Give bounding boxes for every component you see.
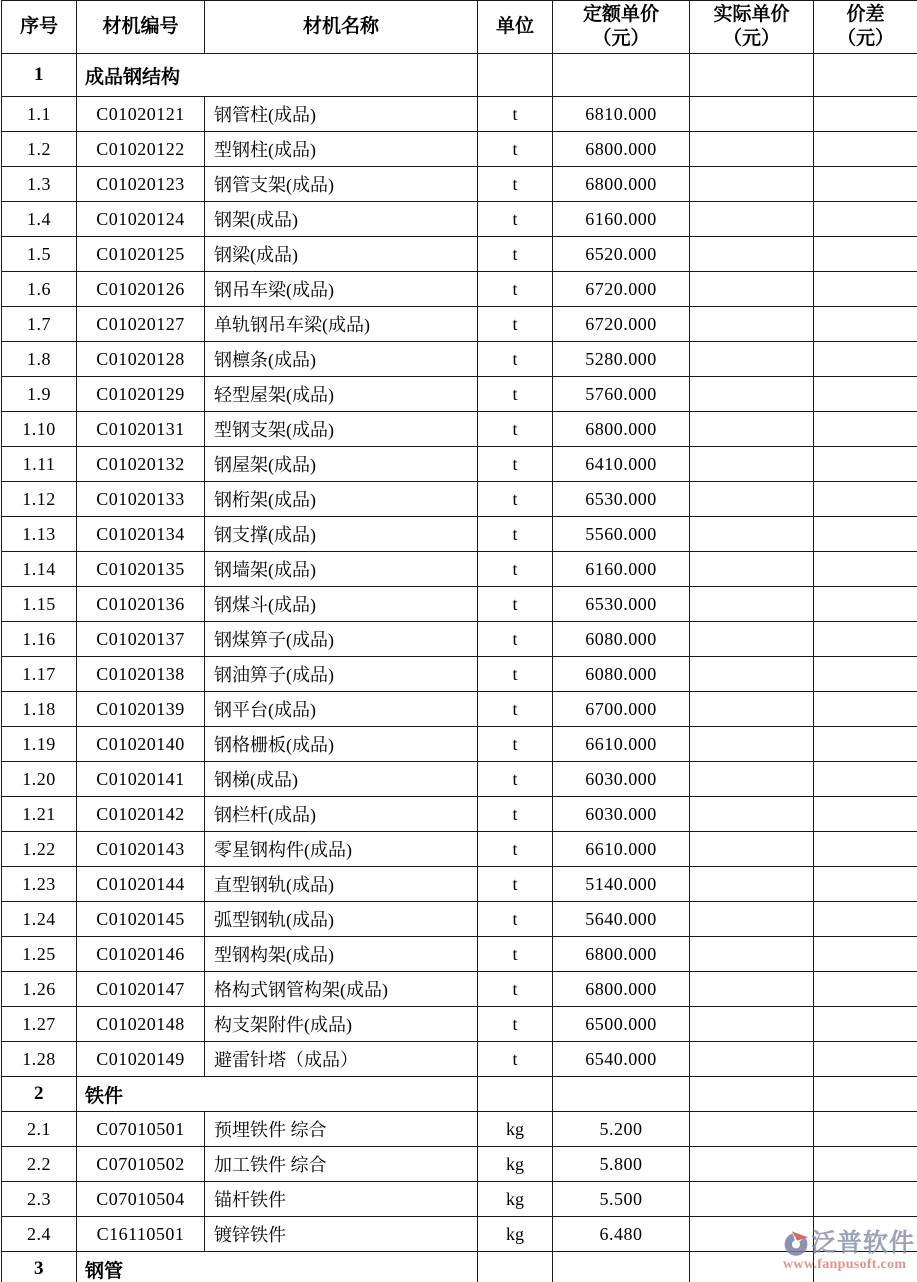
code-cell: C01020122 [77, 132, 205, 167]
actual-price-cell [690, 202, 814, 237]
header-actual-price-line1: 实际单价 [713, 4, 790, 26]
table-body [2, 54, 917, 1282]
actual-price-cell [690, 727, 814, 762]
seq-cell: 1.1 [2, 97, 77, 132]
price-diff-cell [814, 167, 917, 202]
code-cell: C01020142 [77, 797, 205, 832]
seq-cell: 1.22 [2, 832, 77, 867]
price-diff-cell [814, 867, 917, 902]
name-cell: 构支架附件(成品) [205, 1007, 478, 1042]
price-diff-cell [814, 1252, 917, 1282]
price-diff-cell [814, 1182, 917, 1217]
quota-price-cell: 5560.000 [553, 517, 690, 552]
actual-price-cell [690, 587, 814, 622]
table-row [2, 552, 917, 587]
seq-cell: 1.24 [2, 902, 77, 937]
section-seq-cell: 3 [2, 1252, 77, 1282]
actual-price-cell [690, 132, 814, 167]
code-cell: C01020121 [77, 97, 205, 132]
unit-cell: t [478, 692, 553, 727]
actual-price-cell [690, 517, 814, 552]
quota-price-cell: 5.200 [553, 1112, 690, 1147]
price-diff-cell [814, 342, 917, 377]
table-row [2, 832, 917, 867]
watermark-url-text: www.fanpusoft.com [783, 1257, 907, 1272]
price-diff-cell [814, 552, 917, 587]
price-diff-cell [814, 587, 917, 622]
unit-cell: t [478, 937, 553, 972]
code-cell: C01020123 [77, 167, 205, 202]
price-diff-cell [814, 762, 917, 797]
name-cell: 型钢支架(成品) [205, 412, 478, 447]
price-diff-cell [814, 202, 917, 237]
code-cell: C07010501 [77, 1112, 205, 1147]
table-row [2, 727, 917, 762]
unit-cell: t [478, 1007, 553, 1042]
seq-cell: 1.25 [2, 937, 77, 972]
section-row [2, 1077, 917, 1112]
name-cell: 钢油箅子(成品) [205, 657, 478, 692]
table-row [2, 482, 917, 517]
name-cell: 钢桁架(成品) [205, 482, 478, 517]
table-row [2, 797, 917, 832]
quota-price-cell: 6080.000 [553, 622, 690, 657]
unit-cell: t [478, 797, 553, 832]
unit-cell: t [478, 762, 553, 797]
seq-cell: 2.4 [2, 1217, 77, 1252]
table-row [2, 377, 917, 412]
table-row [2, 132, 917, 167]
price-diff-cell [814, 97, 917, 132]
quota-price-cell: 6500.000 [553, 1007, 690, 1042]
actual-price-cell [690, 1147, 814, 1182]
actual-price-cell [690, 797, 814, 832]
seq-cell: 1.12 [2, 482, 77, 517]
actual-price-cell [690, 1042, 814, 1077]
table-row [2, 1182, 917, 1217]
name-cell: 预埋铁件 综合 [205, 1112, 478, 1147]
unit-cell: t [478, 307, 553, 342]
quota-price-cell: 6160.000 [553, 552, 690, 587]
quota-price-cell: 5.500 [553, 1182, 690, 1217]
actual-price-cell [690, 762, 814, 797]
quota-price-cell: 6800.000 [553, 937, 690, 972]
code-cell: C01020135 [77, 552, 205, 587]
actual-price-cell [690, 167, 814, 202]
seq-cell: 1.11 [2, 447, 77, 482]
actual-price-cell [690, 1112, 814, 1147]
section-title-cell: 成品钢结构 [77, 54, 478, 97]
price-diff-cell [814, 937, 917, 972]
unit-cell: t [478, 97, 553, 132]
unit-cell: kg [478, 1112, 553, 1147]
seq-cell: 1.28 [2, 1042, 77, 1077]
code-cell: C07010502 [77, 1147, 205, 1182]
actual-price-cell [690, 902, 814, 937]
name-cell: 钢墙架(成品) [205, 552, 478, 587]
table-row [2, 1217, 917, 1252]
actual-price-cell [690, 54, 814, 97]
header-price-diff-line2: （元） [836, 28, 894, 49]
table-row [2, 622, 917, 657]
actual-price-cell [690, 692, 814, 727]
section-title-cell: 铁件 [77, 1077, 478, 1112]
actual-price-cell [690, 1077, 814, 1112]
seq-cell: 1.9 [2, 377, 77, 412]
seq-cell: 2.1 [2, 1112, 77, 1147]
quota-price-cell [553, 1252, 690, 1282]
quota-price-cell: 6.480 [553, 1217, 690, 1252]
name-cell: 镀锌铁件 [205, 1217, 478, 1252]
quota-price-cell: 6530.000 [553, 482, 690, 517]
unit-cell: t [478, 482, 553, 517]
actual-price-cell [690, 1182, 814, 1217]
price-diff-cell [814, 482, 917, 517]
code-cell: C01020139 [77, 692, 205, 727]
actual-price-cell [690, 447, 814, 482]
quota-price-cell: 6800.000 [553, 167, 690, 202]
seq-cell: 1.4 [2, 202, 77, 237]
seq-cell: 1.6 [2, 272, 77, 307]
name-cell: 钢吊车梁(成品) [205, 272, 478, 307]
header-row [2, 1, 917, 54]
header-code: 材机编号 [77, 1, 205, 54]
seq-cell: 1.18 [2, 692, 77, 727]
price-diff-cell [814, 377, 917, 412]
quota-price-cell: 6800.000 [553, 412, 690, 447]
seq-cell: 1.27 [2, 1007, 77, 1042]
name-cell: 轻型屋架(成品) [205, 377, 478, 412]
code-cell: C01020134 [77, 517, 205, 552]
price-diff-cell [814, 832, 917, 867]
code-cell: C01020146 [77, 937, 205, 972]
quota-price-cell: 5640.000 [553, 902, 690, 937]
code-cell: C07010504 [77, 1182, 205, 1217]
name-cell: 钢煤斗(成品) [205, 587, 478, 622]
table-row [2, 587, 917, 622]
seq-cell: 1.7 [2, 307, 77, 342]
unit-cell: t [478, 412, 553, 447]
actual-price-cell [690, 482, 814, 517]
actual-price-cell [690, 1007, 814, 1042]
code-cell: C01020128 [77, 342, 205, 377]
unit-cell: t [478, 972, 553, 1007]
table-header [2, 1, 917, 54]
code-cell: C01020129 [77, 377, 205, 412]
price-diff-cell [814, 54, 917, 97]
unit-cell: t [478, 377, 553, 412]
code-cell: C01020124 [77, 202, 205, 237]
table-row [2, 937, 917, 972]
code-cell: C16110501 [77, 1217, 205, 1252]
quota-price-cell: 5280.000 [553, 342, 690, 377]
code-cell: C01020143 [77, 832, 205, 867]
header-unit: 单位 [478, 1, 553, 54]
quota-price-cell [553, 1077, 690, 1112]
header-price-diff [814, 1, 917, 54]
seq-cell: 1.23 [2, 867, 77, 902]
unit-cell: t [478, 657, 553, 692]
section-title-cell: 钢管 [77, 1252, 478, 1282]
code-cell: C01020140 [77, 727, 205, 762]
name-cell: 钢管支架(成品) [205, 167, 478, 202]
seq-cell: 2.3 [2, 1182, 77, 1217]
header-quota-price [553, 1, 690, 54]
quota-price-cell: 6530.000 [553, 587, 690, 622]
price-diff-cell [814, 272, 917, 307]
actual-price-cell [690, 657, 814, 692]
table-row [2, 167, 917, 202]
actual-price-cell [690, 867, 814, 902]
table-row [2, 412, 917, 447]
name-cell: 加工铁件 综合 [205, 1147, 478, 1182]
watermark-brand-text: 泛普软件 [811, 1230, 916, 1257]
unit-cell [478, 1252, 553, 1282]
quota-price-cell: 5760.000 [553, 377, 690, 412]
unit-cell: t [478, 832, 553, 867]
quota-price-cell: 6810.000 [553, 97, 690, 132]
actual-price-cell [690, 832, 814, 867]
price-diff-cell [814, 307, 917, 342]
actual-price-cell [690, 622, 814, 657]
unit-cell: t [478, 867, 553, 902]
price-diff-cell [814, 517, 917, 552]
code-cell: C01020145 [77, 902, 205, 937]
table-row [2, 272, 917, 307]
unit-cell: t [478, 902, 553, 937]
code-cell: C01020148 [77, 1007, 205, 1042]
code-cell: C01020141 [77, 762, 205, 797]
seq-cell: 1.21 [2, 797, 77, 832]
seq-cell: 1.17 [2, 657, 77, 692]
name-cell: 钢梁(成品) [205, 237, 478, 272]
unit-cell: t [478, 202, 553, 237]
code-cell: C01020133 [77, 482, 205, 517]
quota-price-cell: 6700.000 [553, 692, 690, 727]
unit-cell: t [478, 727, 553, 762]
seq-cell: 1.19 [2, 727, 77, 762]
seq-cell: 1.15 [2, 587, 77, 622]
unit-cell [478, 1077, 553, 1112]
table-row [2, 447, 917, 482]
quota-price-cell: 6520.000 [553, 237, 690, 272]
table-row [2, 762, 917, 797]
seq-cell: 1.2 [2, 132, 77, 167]
seq-cell: 1.3 [2, 167, 77, 202]
unit-cell: kg [478, 1217, 553, 1252]
section-seq-cell: 1 [2, 54, 77, 97]
seq-cell: 1.16 [2, 622, 77, 657]
unit-cell: t [478, 622, 553, 657]
name-cell: 型钢构架(成品) [205, 937, 478, 972]
code-cell: C01020126 [77, 272, 205, 307]
table-row [2, 342, 917, 377]
table-row [2, 97, 917, 132]
price-diff-cell [814, 1007, 917, 1042]
code-cell: C01020147 [77, 972, 205, 1007]
code-cell: C01020136 [77, 587, 205, 622]
quota-price-cell: 6720.000 [553, 272, 690, 307]
quota-price-cell: 6610.000 [553, 832, 690, 867]
seq-cell: 1.5 [2, 237, 77, 272]
table-row [2, 902, 917, 937]
header-actual-price-line2: （元） [722, 28, 780, 49]
unit-cell: t [478, 517, 553, 552]
table-row [2, 972, 917, 1007]
price-diff-cell [814, 622, 917, 657]
seq-cell: 1.14 [2, 552, 77, 587]
price-diff-cell [814, 902, 917, 937]
unit-cell: t [478, 167, 553, 202]
header-price-diff-line1: 价差 [846, 4, 885, 26]
header-quota-price-line2: （元） [592, 28, 650, 49]
name-cell: 型钢柱(成品) [205, 132, 478, 167]
seq-cell: 1.10 [2, 412, 77, 447]
name-cell: 锚杆铁件 [205, 1182, 478, 1217]
quota-price-cell: 6160.000 [553, 202, 690, 237]
seq-cell: 1.26 [2, 972, 77, 1007]
code-cell: C01020125 [77, 237, 205, 272]
price-diff-cell [814, 1042, 917, 1077]
quota-price-cell: 6030.000 [553, 797, 690, 832]
name-cell: 钢支撑(成品) [205, 517, 478, 552]
quota-price-cell: 6540.000 [553, 1042, 690, 1077]
quota-price-cell: 6610.000 [553, 727, 690, 762]
price-diff-cell [814, 657, 917, 692]
section-row [2, 54, 917, 97]
name-cell: 钢栏杆(成品) [205, 797, 478, 832]
table-row [2, 307, 917, 342]
price-diff-cell [814, 237, 917, 272]
actual-price-cell [690, 937, 814, 972]
quota-price-cell: 5.800 [553, 1147, 690, 1182]
quota-price-cell: 5140.000 [553, 867, 690, 902]
quota-price-cell: 6030.000 [553, 762, 690, 797]
table-row [2, 237, 917, 272]
unit-cell: t [478, 447, 553, 482]
name-cell: 钢梯(成品) [205, 762, 478, 797]
header-seq: 序号 [2, 1, 77, 54]
price-diff-cell [814, 447, 917, 482]
name-cell: 弧型钢轨(成品) [205, 902, 478, 937]
quota-price-cell: 6410.000 [553, 447, 690, 482]
unit-cell: t [478, 342, 553, 377]
name-cell: 单轨钢吊车梁(成品) [205, 307, 478, 342]
quota-price-cell: 6800.000 [553, 132, 690, 167]
seq-cell: 1.13 [2, 517, 77, 552]
seq-cell: 2.2 [2, 1147, 77, 1182]
price-diff-cell [814, 1112, 917, 1147]
unit-cell: t [478, 237, 553, 272]
unit-cell: kg [478, 1182, 553, 1217]
name-cell: 钢平台(成品) [205, 692, 478, 727]
unit-cell: t [478, 587, 553, 622]
quota-price-cell: 6080.000 [553, 657, 690, 692]
table-row [2, 1147, 917, 1182]
name-cell: 钢架(成品) [205, 202, 478, 237]
section-row [2, 1252, 917, 1282]
section-seq-cell: 2 [2, 1077, 77, 1112]
actual-price-cell [690, 377, 814, 412]
quota-price-cell: 6720.000 [553, 307, 690, 342]
actual-price-cell [690, 97, 814, 132]
code-cell: C01020149 [77, 1042, 205, 1077]
price-diff-cell [814, 692, 917, 727]
material-price-table [1, 0, 917, 1282]
name-cell: 格构式钢管构架(成品) [205, 972, 478, 1007]
name-cell: 直型钢轨(成品) [205, 867, 478, 902]
unit-cell [478, 54, 553, 97]
unit-cell: t [478, 1042, 553, 1077]
table-row [2, 202, 917, 237]
quota-price-cell: 6800.000 [553, 972, 690, 1007]
seq-cell: 1.8 [2, 342, 77, 377]
price-diff-cell [814, 797, 917, 832]
table-row [2, 657, 917, 692]
actual-price-cell [690, 412, 814, 447]
unit-cell: t [478, 272, 553, 307]
table-row [2, 692, 917, 727]
unit-cell: kg [478, 1147, 553, 1182]
name-cell: 零星钢构件(成品) [205, 832, 478, 867]
price-diff-cell [814, 727, 917, 762]
name-cell: 钢格栅板(成品) [205, 727, 478, 762]
actual-price-cell [690, 552, 814, 587]
unit-cell: t [478, 132, 553, 167]
code-cell: C01020138 [77, 657, 205, 692]
actual-price-cell [690, 237, 814, 272]
price-diff-cell [814, 1217, 917, 1252]
header-name: 材机名称 [205, 1, 478, 54]
name-cell: 钢管柱(成品) [205, 97, 478, 132]
seq-cell: 1.20 [2, 762, 77, 797]
table-row [2, 1042, 917, 1077]
actual-price-cell [690, 1217, 814, 1252]
actual-price-cell [690, 1252, 814, 1282]
unit-cell: t [478, 552, 553, 587]
price-diff-cell [814, 1077, 917, 1112]
actual-price-cell [690, 342, 814, 377]
name-cell: 钢屋架(成品) [205, 447, 478, 482]
name-cell: 钢檩条(成品) [205, 342, 478, 377]
price-diff-cell [814, 972, 917, 1007]
table-row [2, 517, 917, 552]
table-row [2, 1007, 917, 1042]
price-diff-cell [814, 412, 917, 447]
name-cell: 钢煤箅子(成品) [205, 622, 478, 657]
price-diff-cell [814, 1147, 917, 1182]
header-quota-price-line1: 定额单价 [582, 4, 659, 26]
actual-price-cell [690, 972, 814, 1007]
code-cell: C01020132 [77, 447, 205, 482]
quota-price-cell [553, 54, 690, 97]
header-actual-price [690, 1, 814, 54]
actual-price-cell [690, 272, 814, 307]
name-cell: 避雷针塔（成品） [205, 1042, 478, 1077]
price-diff-cell [814, 132, 917, 167]
code-cell: C01020144 [77, 867, 205, 902]
table-row [2, 1112, 917, 1147]
actual-price-cell [690, 307, 814, 342]
code-cell: C01020137 [77, 622, 205, 657]
code-cell: C01020131 [77, 412, 205, 447]
table-row [2, 867, 917, 902]
code-cell: C01020127 [77, 307, 205, 342]
